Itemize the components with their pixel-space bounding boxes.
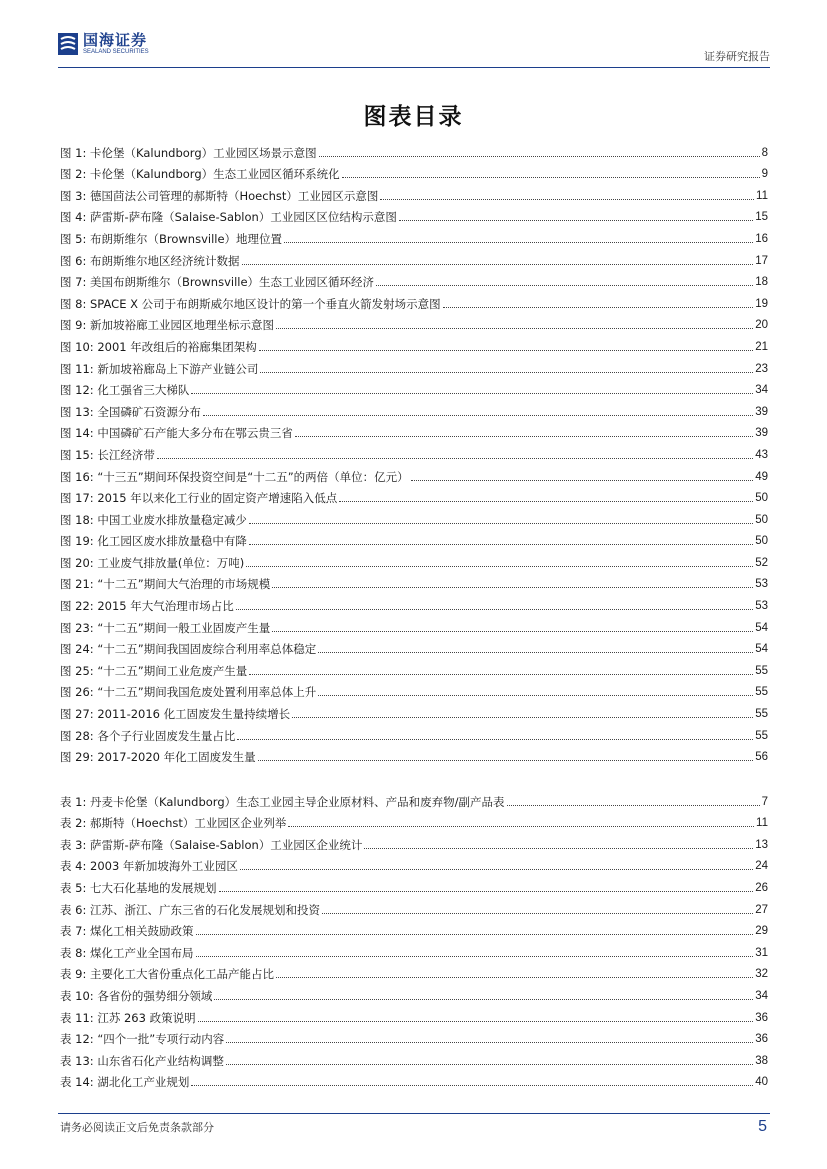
figure-toc-entry-label: 图 1: 卡伦堡（Kalundborg）工业园区场景示意图 [60, 145, 317, 160]
table-toc-entry-page: 26 [755, 881, 768, 894]
figure-toc-entry-label: 图 29: 2017-2020 年化工固废发生量 [60, 750, 256, 765]
logo-chinese-name: 国海证券 [83, 31, 148, 49]
table-toc-entry[interactable] [60, 1046, 768, 1068]
figure-toc-entry-label: 图 28: 各个子行业固废发生量占比 [60, 728, 236, 743]
dot-leader [196, 934, 754, 935]
figure-toc-entry[interactable] [60, 613, 768, 635]
table-toc-entry-page: 13 [755, 838, 768, 851]
figure-toc-entry[interactable] [60, 332, 768, 354]
figure-toc-entry-label: 图 7: 美国布朗斯维尔（Brownsville）生态工业园区循环经济 [60, 275, 375, 290]
dot-leader [260, 372, 753, 373]
dot-leader [242, 264, 754, 265]
figure-toc-entry-page: 21 [755, 340, 768, 353]
dot-leader [399, 220, 753, 221]
figure-toc-entry-label: 图 8: SPACE X 公司于布朗斯威尔地区设计的第一个垂直火箭发射场示意图 [60, 296, 441, 311]
figure-toc-entry-label: 图 22: 2015 年大气治理市场占比 [60, 599, 234, 614]
table-toc-entry-page: 24 [755, 860, 768, 873]
figure-toc-entry[interactable] [60, 268, 768, 290]
table-toc-entry-label: 表 9: 主要化工大省份重点化工品产能占比 [60, 967, 275, 982]
figure-toc-entry-page: 23 [755, 362, 768, 375]
dot-leader [272, 631, 753, 632]
dot-leader [219, 891, 754, 892]
figure-toc-entry-label: 图 15: 长江经济带 [60, 447, 155, 462]
figure-toc-entry-page: 34 [755, 384, 768, 397]
figure-toc-entry[interactable] [60, 160, 768, 182]
figure-toc-entry-page: 8 [761, 146, 768, 159]
dot-leader [191, 1085, 753, 1086]
dot-leader [276, 977, 753, 978]
table-list [60, 787, 768, 1089]
dot-leader [318, 652, 753, 653]
figure-toc-entry[interactable] [60, 289, 768, 311]
table-toc-entry-page: 11 [756, 817, 768, 830]
dot-leader [322, 913, 753, 914]
dot-leader [259, 350, 753, 351]
page-header [58, 32, 770, 66]
figure-toc-entry[interactable] [60, 440, 768, 462]
figure-list [60, 138, 768, 764]
figure-toc-entry-page: 50 [755, 513, 768, 526]
dot-leader [226, 1042, 753, 1043]
table-toc-entry[interactable] [60, 1003, 768, 1025]
figure-toc-entry-page: 50 [755, 535, 768, 548]
figure-toc-entry-label: 图 10: 2001 年改组后的裕廊集团架构 [60, 339, 257, 354]
figure-toc-entry[interactable] [60, 397, 768, 419]
figure-toc-entry-label: 图 26: “十二五”期间我国危废处置利用率总体上升 [60, 685, 317, 700]
figure-toc-entry-page: 39 [755, 427, 768, 440]
dot-leader [339, 501, 753, 502]
dot-leader [443, 307, 754, 308]
figure-toc-entry-page: 43 [755, 448, 768, 461]
figure-toc-entry-page: 39 [755, 405, 768, 418]
dot-leader [237, 739, 753, 740]
table-toc-entry-label: 表 7: 煤化工相关鼓励政策 [60, 924, 194, 939]
dot-leader [342, 177, 760, 178]
company-logo [58, 32, 149, 56]
table-toc-entry-page: 36 [755, 1033, 768, 1046]
page-number: 5 [758, 1118, 767, 1135]
figure-toc-entry-label: 图 23: “十二五”期间一般工业固废产生量 [60, 620, 271, 635]
figure-toc-entry-page: 54 [755, 621, 768, 634]
table-toc-entry[interactable] [60, 873, 768, 895]
figure-toc-entry-label: 图 11: 新加坡裕廊岛上下游产业链公司 [60, 361, 259, 376]
figure-toc-entry-label: 图 12: 化工强省三大梯队 [60, 383, 190, 398]
figure-toc-entry[interactable] [60, 570, 768, 592]
figure-toc-entry[interactable] [60, 635, 768, 657]
table-toc-entry[interactable] [60, 809, 768, 831]
table-toc-entry-label: 表 1: 丹麦卡伦堡（Kalundborg）生态工业园主导企业原材料、产品和废弃物/副产品表 [60, 794, 505, 809]
figure-toc-entry-page: 19 [755, 297, 768, 310]
figure-toc-entry-page: 18 [755, 276, 768, 289]
table-toc-entry-label: 表 5: 七大石化基地的发展规划 [60, 880, 217, 895]
figure-toc-entry[interactable] [60, 548, 768, 570]
figure-toc-entry-label: 图 21: “十二五”期间大气治理的市场规模 [60, 577, 271, 592]
dot-leader [214, 999, 753, 1000]
table-toc-entry-label: 表 12: “四个一批”专项行动内容 [60, 1032, 225, 1047]
figure-toc-entry-label: 图 16: “十三五”期间环保投资空间是“十二五”的两倍（单位：亿元） [60, 469, 409, 484]
figure-toc-entry[interactable] [60, 376, 768, 398]
figure-toc-entry-label: 图 3: 德国茴法公司管理的郝斯特（Hoechst）工业园区示意图 [60, 188, 379, 203]
table-toc-entry-page: 38 [755, 1054, 768, 1067]
figure-toc-entry[interactable] [60, 743, 768, 765]
figure-toc-entry[interactable] [60, 699, 768, 721]
figure-toc-entry-page: 53 [755, 578, 768, 591]
dot-leader [318, 695, 753, 696]
footer-divider [58, 1113, 770, 1114]
table-toc-entry[interactable] [60, 981, 768, 1003]
disclaimer-note: 请务必阅读正文后免责条款部分 [60, 1121, 214, 1134]
table-toc-entry[interactable] [60, 852, 768, 874]
figure-toc-entry-page: 56 [755, 751, 768, 764]
figure-toc-entry-page: 49 [755, 470, 768, 483]
figure-toc-entry-page: 53 [755, 600, 768, 613]
figure-toc-entry[interactable] [60, 656, 768, 678]
figure-toc-entry[interactable] [60, 678, 768, 700]
report-type-label: 证券研究报告 [704, 50, 770, 63]
table-toc-entry-label: 表 8: 煤化工产业全国布局 [60, 945, 194, 960]
table-toc-entry-label: 表 4: 2003 年新加坡海外工业园区 [60, 859, 238, 874]
figure-toc-entry[interactable] [60, 246, 768, 268]
figure-toc-entry-page: 55 [755, 729, 768, 742]
table-toc-entry-label: 表 3: 萨雷斯-萨布隆（Salaise-Sablon）工业园区企业统计 [60, 837, 363, 852]
figure-toc-entry-page: 17 [755, 254, 768, 267]
dot-leader [292, 717, 753, 718]
figure-toc-entry[interactable] [60, 354, 768, 376]
figure-toc-entry-label: 图 13: 全国磷矿石资源分布 [60, 404, 201, 419]
figure-toc-entry-label: 图 2: 卡伦堡（Kalundborg）生态工业园区循环系统化 [60, 167, 340, 182]
table-toc-entry[interactable] [60, 787, 768, 809]
table-toc-entry-page: 7 [761, 795, 768, 808]
figure-toc-entry-page: 54 [755, 643, 768, 656]
table-toc-entry[interactable] [60, 1068, 768, 1090]
figure-toc-entry-page: 55 [755, 664, 768, 677]
figure-toc-entry[interactable] [60, 203, 768, 225]
dot-leader [249, 544, 753, 545]
figure-toc-entry[interactable] [60, 591, 768, 613]
table-toc-entry[interactable] [60, 917, 768, 939]
dot-leader [226, 1064, 753, 1065]
table-toc-entry[interactable] [60, 960, 768, 982]
table-toc-entry-label: 表 14: 湖北化工产业规划 [60, 1075, 190, 1090]
dot-leader [191, 393, 753, 394]
figure-toc-entry-label: 图 6: 布朗斯维尔地区经济统计数据 [60, 253, 240, 268]
figure-toc-entry-label: 图 4: 萨雷斯-萨布隆（Salaise-Sablon）工业园区区位结构示意图 [60, 210, 397, 225]
table-toc-entry-page: 36 [755, 1011, 768, 1024]
dot-leader [376, 285, 753, 286]
dot-leader [240, 869, 753, 870]
figure-toc-entry-label: 图 19: 化工园区废水排放量稳中有降 [60, 534, 247, 549]
table-toc-entry-page: 34 [755, 989, 768, 1002]
figure-toc-entry-label: 图 20: 工业废气排放量(单位：万吨) [60, 555, 245, 570]
table-toc-entry-label: 表 13: 山东省石化产业结构调整 [60, 1053, 224, 1068]
figure-toc-entry-page: 20 [755, 319, 768, 332]
figure-toc-entry[interactable] [60, 721, 768, 743]
table-toc-entry-label: 表 2: 郝斯特（Hoechst）工业园区企业列举 [60, 816, 287, 831]
table-toc-entry[interactable] [60, 938, 768, 960]
figure-toc-entry-label: 图 18: 中国工业废水排放量稳定减少 [60, 512, 247, 527]
dot-leader [319, 156, 760, 157]
figure-toc-entry-page: 55 [755, 708, 768, 721]
figure-toc-entry[interactable] [60, 505, 768, 527]
dot-leader [249, 523, 753, 524]
figure-toc-entry-label: 图 27: 2011-2016 化工固废发生量持续增长 [60, 707, 291, 722]
figure-toc-entry[interactable] [60, 224, 768, 246]
dot-leader [295, 436, 753, 437]
table-toc-entry-page: 32 [755, 968, 768, 981]
table-toc-entry[interactable] [60, 830, 768, 852]
figure-toc-entry-page: 52 [755, 556, 768, 569]
logo-english-name: SEALAND SECURITIES [83, 49, 149, 55]
page-title: 图表目录 [363, 104, 464, 130]
figure-toc-entry-label: 图 25: “十二五”期间工业危废产生量 [60, 663, 248, 678]
figure-toc-entry-page: 9 [761, 168, 768, 181]
table-toc-entry-page: 40 [755, 1076, 768, 1089]
dot-leader [258, 760, 754, 761]
figure-toc-entry-label: 图 17: 2015 年以来化工行业的固定资产增速陷入低点 [60, 491, 338, 506]
figure-toc-entry-label: 图 9: 新加坡裕廊工业园区地理坐标示意图 [60, 318, 275, 333]
dot-leader [288, 826, 754, 827]
dot-leader [157, 458, 753, 459]
dot-leader [249, 674, 753, 675]
table-toc-entry-page: 29 [755, 925, 768, 938]
dot-leader [236, 609, 753, 610]
figure-toc-entry[interactable] [60, 181, 768, 203]
header-divider [58, 67, 770, 68]
dot-leader [272, 587, 753, 588]
figure-toc-entry-page: 15 [755, 211, 768, 224]
table-toc-entry-page: 31 [755, 946, 768, 959]
figure-toc-entry-page: 55 [755, 686, 768, 699]
dot-leader [276, 328, 753, 329]
table-toc-entry-page: 27 [755, 903, 768, 916]
figure-toc-entry[interactable] [60, 527, 768, 549]
figure-toc-entry[interactable] [60, 484, 768, 506]
figure-toc-entry-label: 图 24: “十二五”期间我国固废综合利用率总体稳定 [60, 642, 317, 657]
table-toc-entry[interactable] [60, 895, 768, 917]
figure-toc-entry[interactable] [60, 462, 768, 484]
figure-toc-entry-label: 图 5: 布朗斯维尔（Brownsville）地理位置 [60, 231, 283, 246]
dot-leader [380, 199, 754, 200]
sealand-logo-icon [58, 33, 78, 55]
dot-leader [203, 415, 753, 416]
figure-toc-entry-page: 16 [755, 232, 768, 245]
dot-leader [411, 480, 754, 481]
table-toc-entry-label: 表 10: 各省份的强势细分领域 [60, 988, 213, 1003]
figure-toc-entry[interactable] [60, 419, 768, 441]
dot-leader [284, 242, 753, 243]
dot-leader [196, 956, 754, 957]
dot-leader [507, 805, 760, 806]
table-toc-entry[interactable] [60, 1025, 768, 1047]
figure-toc-entry[interactable] [60, 311, 768, 333]
figure-toc-entry-label: 图 14: 中国磷矿石产能大多分布在鄂云贵三省 [60, 426, 293, 441]
table-toc-entry-label: 表 6: 江苏、浙江、广东三省的石化发展规划和投资 [60, 902, 320, 917]
table-toc-entry-label: 表 11: 江苏 263 政策说明 [60, 1010, 196, 1025]
figure-toc-entry[interactable] [60, 138, 768, 160]
figure-toc-entry-page: 50 [755, 492, 768, 505]
dot-leader [364, 848, 753, 849]
dot-leader [246, 566, 753, 567]
figure-toc-entry-page: 11 [756, 189, 768, 202]
dot-leader [198, 1021, 754, 1022]
